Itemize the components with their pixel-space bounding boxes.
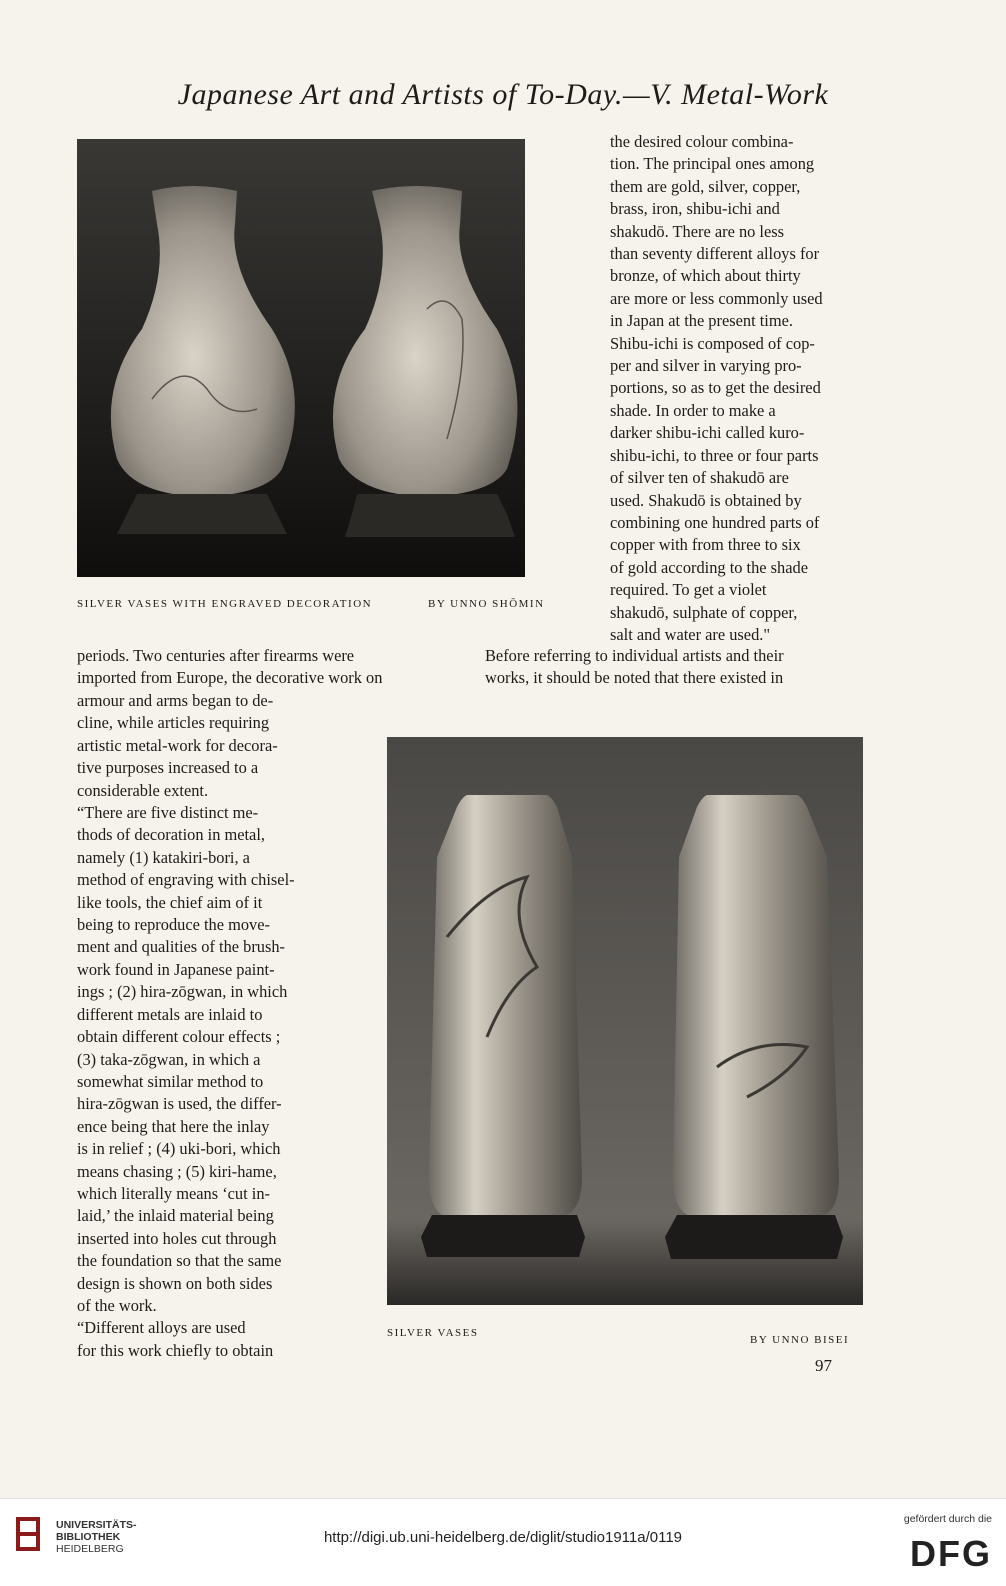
text-line: bronze, of which about thirty xyxy=(610,266,801,286)
funding-note: gefördert durch die xyxy=(903,1513,992,1525)
text-line: portions, so as to get the desired xyxy=(610,378,821,398)
text-line: brass, iron, shibu-ichi and xyxy=(610,199,780,219)
text-line: laid,’ the inlaid material being xyxy=(77,1206,274,1226)
text-line: (3) taka-zōgwan, in which a xyxy=(77,1049,261,1069)
text-line: method of engraving with chisel- xyxy=(77,870,295,890)
text-line: considerable extent. xyxy=(77,780,209,800)
text-line: darker shibu-ichi called kuro- xyxy=(610,423,805,443)
text-line: works, it should be noted that there existed in xyxy=(485,668,784,688)
library-name-line: HEIDELBERG xyxy=(56,1543,124,1555)
page-title: Japanese Art and Artists of To-Day.—V. Metal-Work xyxy=(177,78,829,111)
text-line: salt and water are used." xyxy=(610,624,771,644)
library-name-line: BIBLIOTHEK xyxy=(56,1531,121,1543)
text-line: per and silver in varying pro- xyxy=(610,356,802,376)
text-line: of gold according to the shade xyxy=(610,557,808,577)
text-line: than seventy different alloys for xyxy=(610,244,820,264)
figure-1-image xyxy=(77,139,525,577)
text-line: ment and qualities of the brush- xyxy=(77,937,286,957)
text-line: different metals are inlaid to xyxy=(77,1004,263,1024)
right-column-mid xyxy=(485,645,875,690)
text-line: tion. The principal ones among xyxy=(610,154,815,174)
page-number: 97 xyxy=(815,1356,832,1375)
figure-2-image xyxy=(387,737,863,1305)
left-column xyxy=(77,645,462,690)
text-line: namely (1) katakiri-bori, a xyxy=(77,847,250,867)
text-line: “Different alloys are used xyxy=(77,1318,246,1338)
figure-2-caption-right: BY UNNO BISEI xyxy=(750,1334,850,1346)
text-line: Before referring to individual artists and their xyxy=(485,646,784,665)
text-line: copper with from three to six xyxy=(610,535,801,555)
text-line: inserted into holes cut through xyxy=(77,1228,277,1248)
text-line: being to reproduce the move- xyxy=(77,915,270,935)
text-line: ence being that here the inlay xyxy=(77,1116,270,1136)
text-line: the desired colour combina- xyxy=(610,132,794,151)
text-line: “There are five distinct me- xyxy=(77,803,259,823)
text-line: imported from Europe, the decorative work on xyxy=(77,668,383,688)
text-line: for this work chiefly to obtain xyxy=(77,1340,274,1360)
text-line: obtain different colour effects ; xyxy=(77,1027,281,1047)
text-line: design is shown on both sides xyxy=(77,1273,273,1293)
text-line: which literally means ‘cut in- xyxy=(77,1183,270,1203)
text-line: Shibu-ichi is composed of cop- xyxy=(610,333,815,353)
text-line: means chasing ; (5) kiri-hame, xyxy=(77,1161,277,1181)
text-line: them are gold, silver, copper, xyxy=(610,176,801,196)
right-column-top xyxy=(610,131,875,646)
text-line: required. To get a violet xyxy=(610,580,767,600)
text-line: thods of decoration in metal, xyxy=(77,825,265,845)
text-line: of silver ten of shakudō are xyxy=(610,468,789,488)
text-line: periods. Two centuries after firearms were xyxy=(77,646,355,665)
text-line: the foundation so that the same xyxy=(77,1251,282,1271)
text-line: shakudō. There are no less xyxy=(610,221,785,241)
text-line: shibu-ichi, to three or four parts xyxy=(610,445,819,465)
text-line: in Japan at the present time. xyxy=(610,311,793,331)
text-line: combining one hundred parts of xyxy=(610,512,820,532)
text-line: armour and arms began to de- xyxy=(77,691,274,710)
footer-bar xyxy=(0,1498,1006,1586)
funder-logo: DFG xyxy=(910,1533,992,1574)
left-column-narrow xyxy=(77,690,332,1362)
text-line: shade. In order to make a xyxy=(610,400,776,420)
text-line: artistic metal-work for decora- xyxy=(77,735,278,755)
source-url-link[interactable]: http://digi.ub.uni-heidelberg.de/diglit/studio1911a/0119 xyxy=(323,1529,683,1546)
text-line: like tools, the chief aim of it xyxy=(77,892,263,912)
figure-2-caption-left: SILVER VASES xyxy=(387,1327,479,1339)
text-line: of the work. xyxy=(77,1295,157,1315)
text-line: is in relief ; (4) uki-bori, which xyxy=(77,1139,281,1159)
text-line: tive purposes increased to a xyxy=(77,758,259,778)
text-line: shakudō, sulphate of copper, xyxy=(610,602,798,622)
figure-1-caption-left: SILVER VASES WITH ENGRAVED DECORATION xyxy=(77,598,373,610)
silver-vases-illustration xyxy=(387,737,863,1305)
text-line: somewhat similar method to xyxy=(77,1071,264,1091)
library-name-line: UNIVERSITÄTS- xyxy=(56,1519,137,1531)
silver-vases-engraved-illustration xyxy=(77,139,525,577)
text-line: are more or less commonly used xyxy=(610,288,823,308)
text-line: ings ; (2) hira-zōgwan, in which xyxy=(77,982,288,1002)
figure-1-caption-right: BY UNNO SHŌMIN xyxy=(428,598,545,610)
text-line: used. Shakudō is obtained by xyxy=(610,490,802,510)
text-line: work found in Japanese paint- xyxy=(77,959,275,979)
text-line: hira-zōgwan is used, the differ- xyxy=(77,1094,282,1114)
text-line: cline, while articles requiring xyxy=(77,713,270,733)
